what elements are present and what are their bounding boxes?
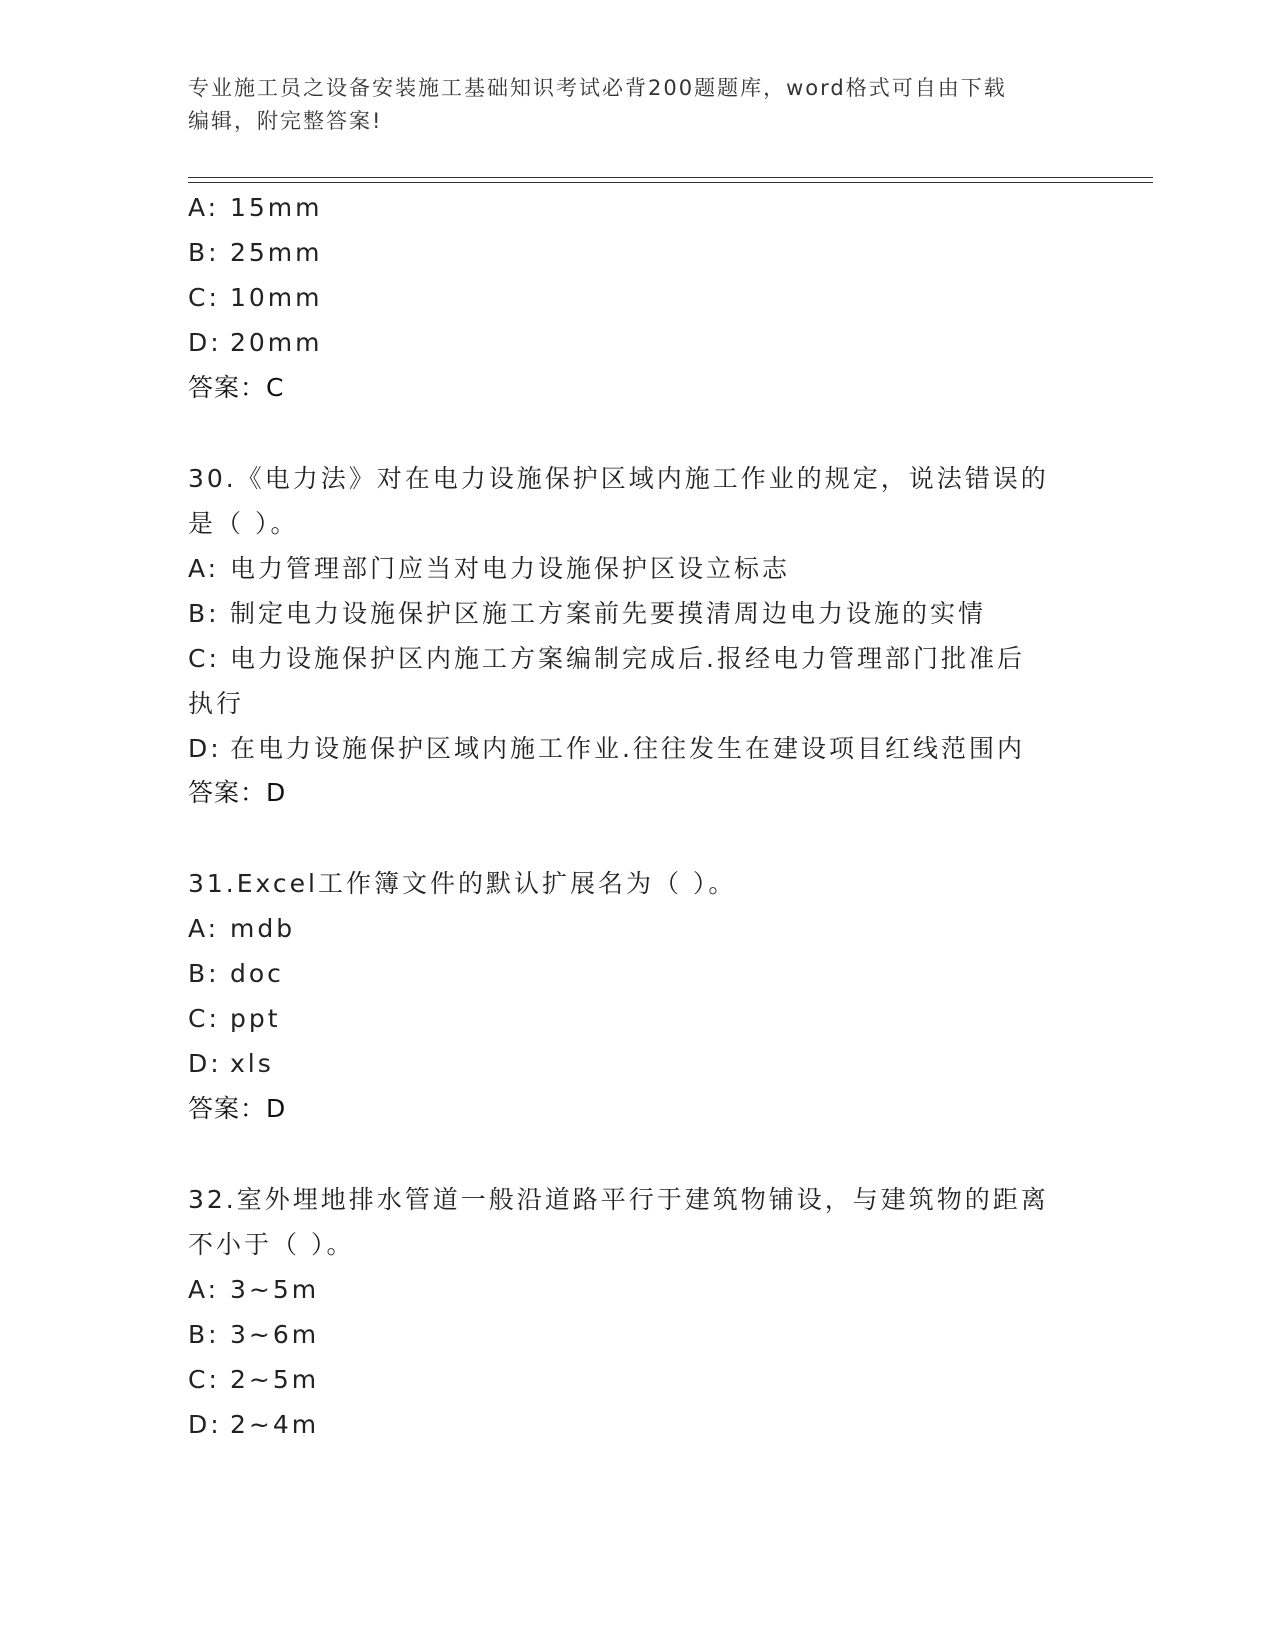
q32-option-d [188, 1410, 319, 1440]
q32-option-a [188, 1275, 319, 1305]
option-text: 20mm [230, 328, 323, 357]
option-label: C: [188, 644, 220, 673]
prev-option-c [188, 283, 323, 313]
document-header [188, 72, 1068, 138]
q31-stem-line-1: 31.Excel工作簿文件的默认扩展名为（ ）。 [188, 869, 737, 898]
option-label: B: [188, 959, 220, 988]
option-text: 2~5m [230, 1365, 320, 1394]
option-text: 制定电力设施保护区施工方案前先要摸清周边电力设施的实情 [230, 599, 987, 628]
q30-option-a [188, 554, 790, 584]
option-label: B: [188, 238, 220, 267]
option-label: B: [188, 1320, 220, 1349]
prev-option-d [188, 328, 323, 358]
q31-option-a [188, 914, 295, 944]
option-text: 2~4m [230, 1410, 320, 1439]
option-text: 执行 [188, 689, 245, 718]
q31-answer: 答案：D [188, 1094, 287, 1123]
q31-option-b [188, 959, 284, 989]
option-text: 电力设施保护区内施工方案编制完成后.报经电力管理部门批准后 [230, 644, 1025, 673]
option-text: xls [230, 1049, 274, 1078]
option-text: 15mm [230, 193, 323, 222]
option-label: A: [188, 554, 220, 583]
option-text: 25mm [230, 238, 323, 267]
header-line-2: 编辑，附完整答案! [188, 109, 383, 133]
q30-stem-line-1: 30.《电力法》对在电力设施保护区域内施工作业的规定，说法错误的 [188, 464, 1049, 493]
header-line-1: 专业施工员之设备安装施工基础知识考试必背200题题库，word格式可自由下载 [188, 76, 1007, 100]
option-label: B: [188, 599, 220, 628]
prev-option-a [188, 193, 323, 223]
option-label: C: [188, 283, 220, 312]
q32-option-b [188, 1320, 319, 1350]
q32-option-c [188, 1365, 319, 1395]
option-label: C: [188, 1004, 220, 1033]
q30-stem-line-2: 是（ ）。 [188, 509, 299, 538]
option-text: 10mm [230, 283, 323, 312]
option-text: 3~5m [230, 1275, 320, 1304]
option-text: 在电力设施保护区域内施工作业.往往发生在建设项目红线范围内 [230, 734, 1025, 763]
prev-answer: 答案：C [188, 373, 285, 402]
q31-option-d [188, 1049, 274, 1079]
q30-option-b [188, 599, 986, 629]
option-label: D: [188, 1410, 222, 1439]
option-text: 电力管理部门应当对电力设施保护区设立标志 [230, 554, 791, 583]
q32-stem-line-1: 32.室外埋地排水管道一般沿道路平行于建筑物铺设，与建筑物的距离 [188, 1185, 1049, 1214]
q32-stem-line-2: 不小于（ ）。 [188, 1230, 355, 1259]
option-label: A: [188, 1275, 220, 1304]
q30-option-c-continued [188, 689, 244, 719]
q30-option-c [188, 644, 1025, 674]
header-divider-bottom [188, 182, 1153, 183]
option-label: D: [188, 1049, 222, 1078]
option-label: D: [188, 734, 222, 763]
prev-option-b [188, 238, 323, 268]
option-label: C: [188, 1365, 220, 1394]
option-text: doc [230, 959, 284, 988]
header-divider-top [188, 177, 1153, 178]
option-text: 3~6m [230, 1320, 320, 1349]
option-label: A: [188, 914, 220, 943]
option-label: D: [188, 328, 222, 357]
option-text: mdb [230, 914, 296, 943]
option-label: A: [188, 193, 220, 222]
q31-option-c [188, 1004, 281, 1034]
q30-option-d [188, 734, 1025, 764]
q30-answer: 答案：D [188, 778, 287, 807]
option-text: ppt [230, 1004, 281, 1033]
